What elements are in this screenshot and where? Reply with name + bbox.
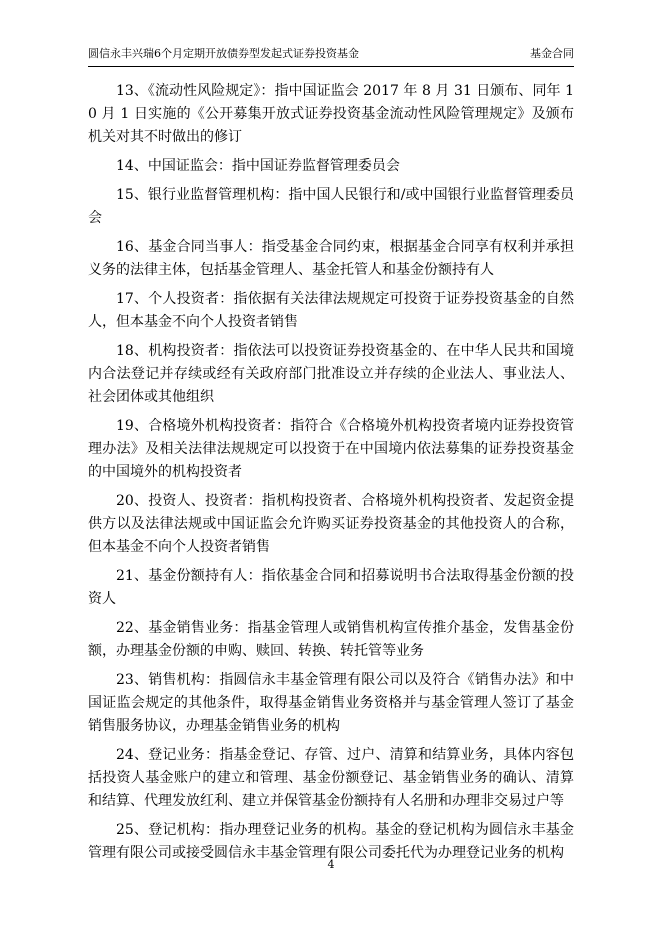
definition-item-14: 14、中国证监会：指中国证券监督管理委员会 bbox=[116, 158, 400, 174]
page-number: 4 bbox=[327, 858, 335, 871]
definition-item-24: 24、登记业务：指基金登记、存管、过户、清算和结算业务，具体内容包括投资人基金账户的建立和管理、基金份额登记、基金销售业务的确认、清算和结算、代理发放红利、建立并保管基金份额持有人名册和办理非交易过户等 bbox=[88, 747, 574, 809]
page-header bbox=[88, 44, 574, 64]
definition-item-25: 25、登记机构：指办理登记业务的机构。基金的登记机构为圆信永丰基金管理有限公司或接受圆信永丰基金管理有限公司委托代为办理登记业务的机构 bbox=[88, 822, 574, 861]
header-fund-title: 圆信永丰兴瑞6个月定期开放债券型发起式证券投资基金 bbox=[88, 47, 359, 60]
definition-item-23: 23、销售机构：指圆信永丰基金管理有限公司以及符合《销售办法》和中国证监会规定的其他条件，取得基金销售业务资格并与基金管理人签订了基金销售服务协议，办理基金销售业务的机构 bbox=[88, 672, 574, 734]
definition-item-21: 21、基金份额持有人：指依基金合同和招募说明书合法取得基金份额的投资人 bbox=[88, 568, 574, 607]
definition-item-13: 13、《流动性风险规定》：指中国证监会 2017 年 8 月 31 日颁布、同年 10 月 1 日实施的《公开募集开放式证券投资基金流动性风险管理规定》及颁布机关对其不时做出的修订 bbox=[88, 83, 574, 145]
definition-item-18: 18、机构投资者：指依法可以投资证券投资基金的、在中华人民共和国境内合法登记并存续或经有关政府部门批准设立并存续的企业法人、事业法人、社会团体或其他组织 bbox=[88, 343, 574, 405]
header-divider bbox=[88, 66, 574, 67]
definition-item-16: 16、基金合同当事人：指受基金合同约束，根据基金合同享有权利并承担义务的法律主体，包括基金管理人、基金托管人和基金份额持有人 bbox=[88, 239, 574, 278]
header-doc-type: 基金合同 bbox=[530, 47, 574, 60]
definition-item-20: 20、投资人、投资者：指机构投资者、合格境外机构投资者、发起资金提供方以及法律法规或中国证监会允许购买证券投资基金的其他投资人的合称，但本基金不向个人投资者销售 bbox=[88, 493, 574, 555]
document-body bbox=[88, 80, 574, 865]
definition-item-22: 22、基金销售业务：指基金管理人或销售机构宣传推介基金，发售基金份额，办理基金份额的申购、赎回、转换、转托管等业务 bbox=[88, 620, 574, 659]
definition-item-15: 15、银行业监督管理机构：指中国人民银行和/或中国银行业监督管理委员会 bbox=[88, 187, 574, 226]
definition-item-17: 17、个人投资者：指依据有关法律法规规定可投资于证券投资基金的自然人，但本基金不向个人投资者销售 bbox=[88, 291, 574, 330]
definition-item-19: 19、合格境外机构投资者：指符合《合格境外机构投资者境内证券投资管理办法》及相关法律法规规定可以投资于在中国境内依法募集的证券投资基金的中国境外的机构投资者 bbox=[88, 418, 574, 480]
